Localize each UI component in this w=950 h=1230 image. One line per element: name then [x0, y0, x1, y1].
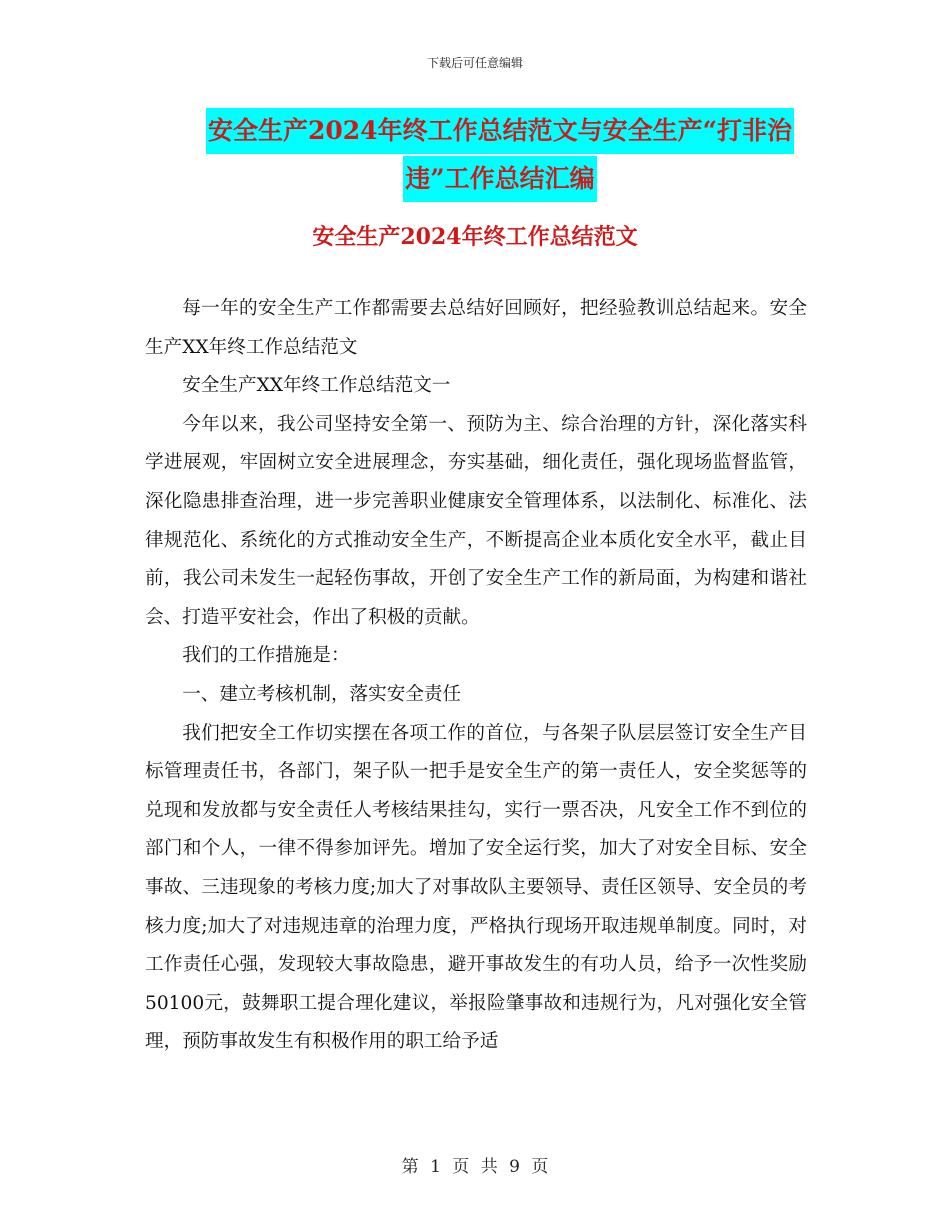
document-title-line-1: 安全生产2024年终工作总结范文与安全生产“打非治: [206, 108, 794, 154]
section-title: 安全生产2024年终工作总结范文: [312, 224, 638, 250]
paragraph-intro: 每一年的安全生产工作都需要去总结好回顾好，把经验教训总结起来。安全生产XX年终工作总结范文: [145, 298, 807, 358]
document-title: [185, 108, 815, 202]
page-footer: 第 1 页 共 9 页: [401, 1157, 549, 1177]
body-text: [145, 290, 807, 1062]
paragraph-heading-1: 安全生产XX年终工作总结范文一: [182, 375, 451, 397]
document-title-line-2: 违”工作总结汇编: [403, 156, 596, 202]
paragraph-measures-intro: 我们的工作措施是：: [182, 645, 350, 667]
paragraph-overview: 今年以来，我公司坚持安全第一、预防为主、综合治理的方针，深化落实科学进展观，牢固树立安全进展理念，夯实基础，细化责任，强化现场监督监管，深化隐患排查治理，进一步完善职业健康安全管理体系，以法制化、标准化、法律规范化、系统化的方式推动安全生产，不断提高企业本质化安全水平，截止目前，我公司未发生一起轻伤事故，开创了安全生产工作的新局面，为构建和谐社会、打造平安社会，作出了积极的贡献。: [145, 413, 807, 628]
paragraph-measure-detail: 我们把安全工作切实摆在各项工作的首位，与各架子队层层签订安全生产目标管理责任书，各部门，架子队一把手是安全生产的第一责任人，安全奖惩等的兑现和发放都与安全责任人考核结果挂勾，实行一票否决，凡安全工作不到位的部门和个人，一律不得参加评先。增加了安全运行奖，加大了对安全目标、安全事故、三违现象的考核力度;加大了对事故队主要领导、责任区领导、安全员的考核力度;加大了对违规违章的治理力度，严格执行现场开取违规单制度。同时，对工作责任心强，发现较大事故隐患，避开事故发生的有功人员，给予一次性奖励50100元，鼓舞职工提合理化建议，举报险肇事故和违规行为，凡对强化安全管理，预防事故发生有积极作用的职工给予适: [145, 722, 807, 1053]
paragraph-measure-heading: 一、建立考核机制，落实安全责任: [182, 683, 462, 705]
header-note: 下载后可任意编辑: [426, 56, 523, 70]
